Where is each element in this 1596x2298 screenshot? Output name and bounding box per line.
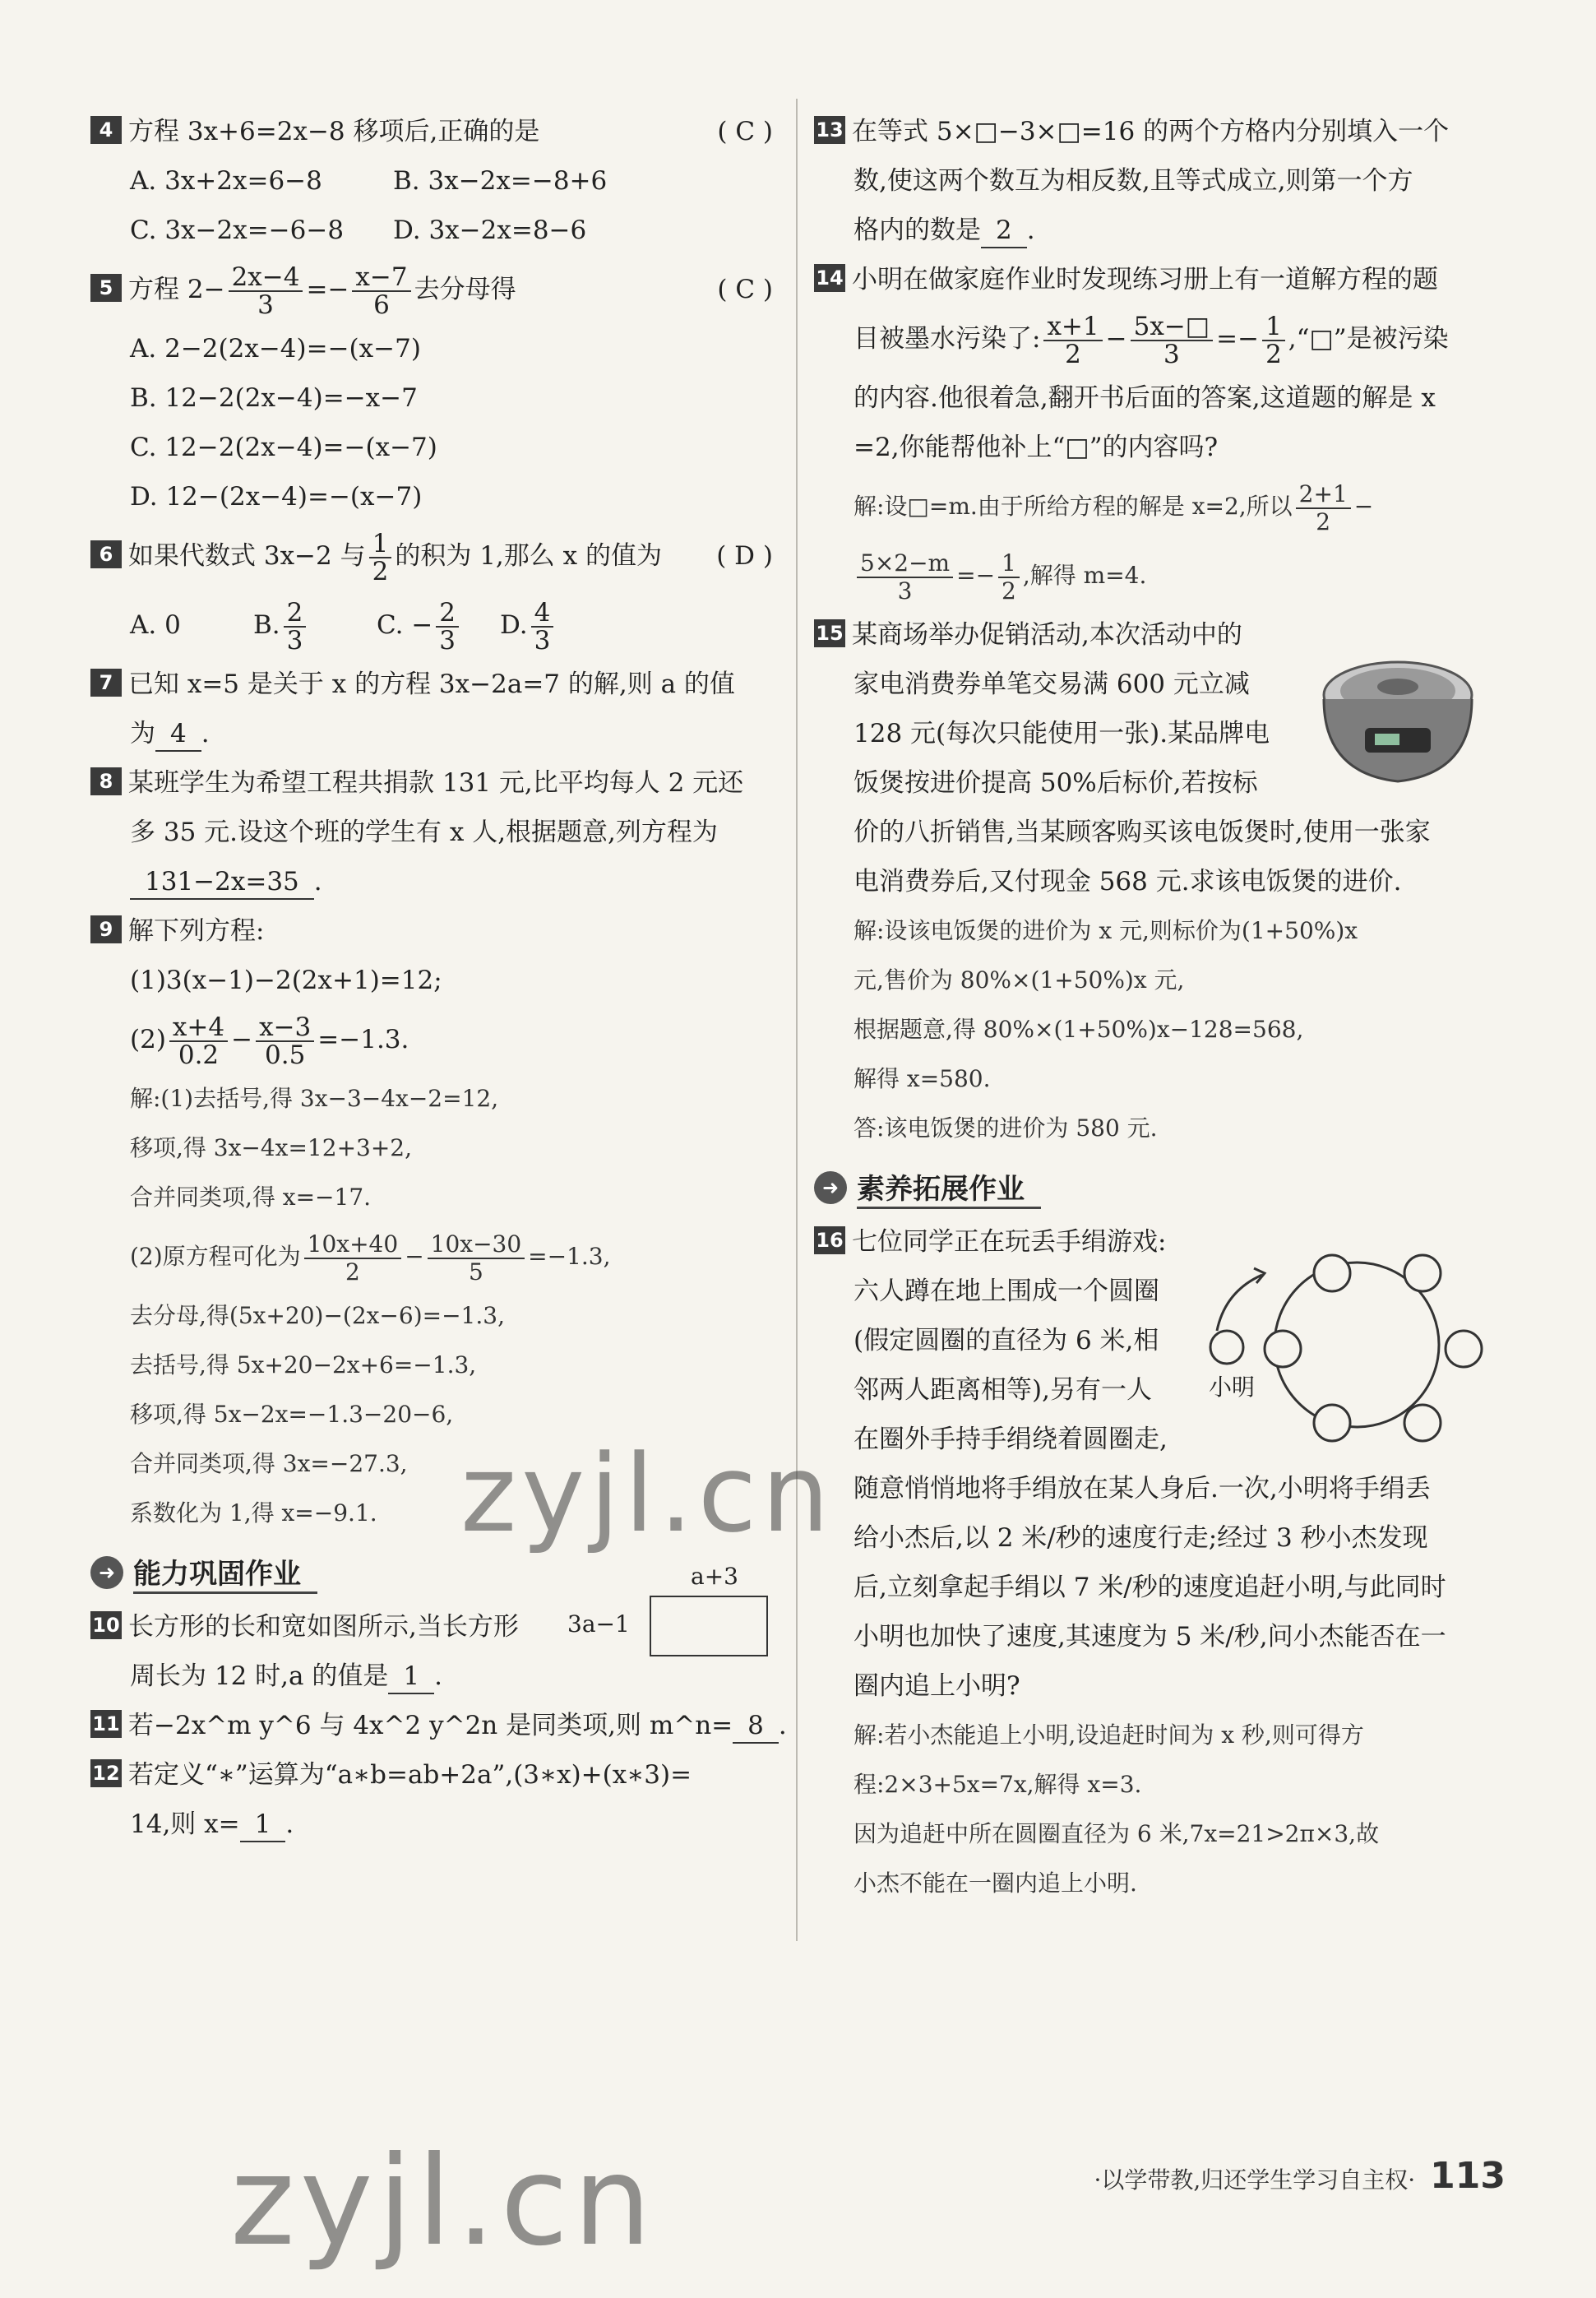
stem-text: 周长为 12 时,a 的值是 (130, 1661, 389, 1691)
option-a: A. 0 (130, 610, 181, 640)
option-d: D. 12−(2x−4)=−(x−7) (130, 482, 423, 512)
question-number: 13 (814, 116, 845, 144)
side-label: 3a−1 (567, 1610, 630, 1638)
question-number: 6 (90, 540, 122, 568)
stem-text: . (434, 1661, 442, 1691)
question-16-line: 邻两人距离相等),另有一人 (854, 1375, 1152, 1405)
question-number: 8 (90, 767, 122, 795)
answer-blank: 1 (388, 1660, 434, 1694)
solution-line (814, 472, 1513, 541)
section-header-extension (814, 1166, 1513, 1209)
question-12-line2 (90, 1800, 781, 1849)
question-7 (90, 660, 781, 709)
fraction (369, 530, 392, 585)
fraction (304, 1231, 402, 1286)
option-c: C. 12−2(2x−4)=−(x−7) (130, 433, 437, 462)
question-8-line3 (90, 857, 781, 906)
question-number: 5 (90, 274, 122, 302)
option-a: A. 3x+2x=6−8 (130, 166, 322, 196)
option-d: D. 3x−2x=8−6 (393, 215, 587, 245)
solution-line: 解:若小杰能追上小明,设追赶时间为 x 秒,则可得方 (854, 1721, 1364, 1749)
page-number: 113 (1430, 2155, 1506, 2197)
fraction (256, 1014, 314, 1068)
answer-choice: ( D ) (716, 541, 773, 571)
stem-text: =− (1216, 324, 1260, 354)
arrow-icon: ➜ (814, 1171, 847, 1204)
arrow-icon: ➜ (90, 1556, 123, 1589)
numerator: x−7 (352, 264, 410, 292)
option-c: C. 3x−2x=−6−8 (130, 215, 345, 245)
stem-text: =−1.3. (317, 1025, 409, 1054)
denominator: 2 (345, 1258, 360, 1286)
fraction (1296, 481, 1351, 535)
sub-question-1: (1)3(x−1)−2(2x+1)=12; (130, 966, 442, 995)
stem-text: . (313, 867, 322, 896)
solution-line: 答:该电饭煲的进价为 580 元. (854, 1114, 1158, 1142)
stem-text: 目被墨水污染了: (854, 324, 1041, 354)
question-number: 16 (814, 1226, 845, 1254)
denominator: 2 (372, 556, 389, 586)
answer-blank: 8 (733, 1709, 779, 1744)
stem-text: 七位同学正在玩丢手绢游戏: (852, 1227, 1167, 1257)
question-13 (814, 107, 1513, 156)
stem-text: 某班学生为希望工程共捐款 131 元,比平均每人 2 元还 (128, 768, 744, 798)
fraction (1262, 313, 1285, 368)
question-number: 15 (814, 619, 845, 647)
stem-text: 去分母得 (414, 275, 516, 304)
numerator: 5x−□ (1131, 313, 1213, 341)
fraction (284, 597, 307, 656)
fraction (857, 550, 953, 605)
solution-line: 根据题意,得 80%×(1+50%)x−128=568, (854, 1016, 1304, 1043)
question-number: 10 (90, 1611, 122, 1639)
section-title: 能力巩固作业 (133, 1551, 317, 1594)
solution-line: 程:2×3+5x=7x,解得 x=3. (854, 1771, 1142, 1798)
denominator: 6 (373, 290, 390, 320)
solution-line: 合并同类项,得 x=−17. (130, 1184, 372, 1211)
denominator: 3 (439, 625, 456, 656)
circle-diagram (1200, 1250, 1497, 1464)
option-label: D. (500, 610, 528, 640)
solution-line: 去分母,得(5x+20)−(2x−6)=−1.3, (130, 1302, 505, 1329)
question-number: 4 (90, 116, 122, 144)
solution-line (814, 541, 1513, 610)
solution-text: 解:设□=m.由于所给方程的解是 x=2,所以 (854, 493, 1293, 520)
denominator: 2 (1316, 507, 1331, 535)
question-8 (90, 758, 781, 808)
fraction (428, 1231, 525, 1286)
solution-text: − (1353, 493, 1374, 520)
stem-text: 某商场举办促销活动,本次活动中的 (852, 620, 1242, 650)
solution-line: 移项,得 5x−2x=−1.3−20−6, (130, 1401, 454, 1428)
rectangle-shape (650, 1596, 768, 1656)
question-6 (90, 521, 781, 591)
question-15-line: 价的八折销售,当某顾客购买该电饭煲时,使用一张家 (854, 818, 1431, 847)
answer-blank: 2 (981, 214, 1027, 248)
question-15-line: 128 元(每次只能使用一张).某品牌电 (854, 719, 1270, 748)
stem-text: . (1026, 215, 1035, 245)
denominator: 2 (1002, 577, 1016, 605)
option-label: B. (253, 610, 280, 640)
answer-blank: 4 (155, 717, 201, 752)
question-number: 12 (90, 1759, 122, 1787)
watermark: zyjl.cn (460, 1431, 835, 1556)
question-4 (90, 107, 781, 156)
numerator: 4 (531, 600, 554, 628)
option-label: C. − (377, 610, 433, 640)
numerator: 5×2−m (857, 550, 953, 578)
denominator: 3 (534, 625, 551, 656)
question-5 (90, 255, 781, 324)
numerator: 2 (436, 600, 459, 628)
rice-cooker-image (1316, 650, 1480, 798)
top-label: a+3 (691, 1563, 738, 1590)
numerator: 2x−4 (229, 264, 303, 292)
solution-line: 合并同类项,得 3x=−27.3, (130, 1450, 408, 1477)
question-stem: 方程 3x+6=2x−8 移项后,正确的是 (128, 117, 540, 146)
denominator: 3 (897, 577, 913, 605)
fraction (436, 597, 459, 656)
question-number: 14 (814, 264, 845, 292)
watermark: zyjl.cn (230, 2130, 657, 2273)
solution-line: 元,售价为 80%×(1+50%)x 元, (854, 966, 1185, 994)
solution-line: 解:设该电饭煲的进价为 x 元,则标价为(1+50%)x (854, 917, 1358, 944)
numerator: x−3 (256, 1014, 314, 1042)
answer-choice: ( C ) (717, 117, 773, 146)
stem-text: 小明在做家庭作业时发现练习册上有一道解方程的题 (852, 265, 1438, 294)
solution-text: ,解得 m=4. (1022, 562, 1147, 589)
solution-text: (2)原方程可化为 (130, 1243, 301, 1270)
denominator: 5 (469, 1258, 483, 1286)
question-14-line3: 的内容.他很着急,翻开书后面的答案,这道题的解是 x (854, 383, 1436, 413)
fraction (352, 264, 410, 318)
denominator: 0.2 (178, 1040, 220, 1070)
fraction (998, 550, 1020, 605)
question-16-line: 小明也加快了速度,其速度为 5 米/秒,问小杰能否在一 (854, 1622, 1446, 1652)
stem-text: 如果代数式 3x−2 与 (128, 541, 366, 571)
question-8-line2: 多 35 元.设这个班的学生有 x 人,根据题意,列方程为 (130, 818, 718, 847)
solution-line: 移项,得 3x−4x=12+3+2, (130, 1134, 413, 1161)
question-16-line: 在圈外手持手绢绕着圆圈走, (854, 1425, 1168, 1454)
stem-text: 格内的数是 (854, 215, 981, 245)
question-15-line: 电消费券后,又付现金 568 元.求该电饭煲的进价. (854, 867, 1402, 896)
numerator: x+4 (169, 1014, 228, 1042)
stem-text: 的积为 1,那么 x 的值为 (395, 541, 662, 571)
option-b (253, 591, 377, 660)
stem-text: 若定义“∗”运算为“a∗b=ab+2a”,(3∗x)+(x∗3)= (128, 1760, 692, 1790)
solution-text: =−1.3, (528, 1243, 611, 1270)
question-14-line4: =2,你能帮他补上“□”的内容吗? (854, 433, 1219, 462)
numerator: 10x−30 (428, 1231, 525, 1259)
solution-line: 小杰不能在一圈内追上小明. (854, 1869, 1137, 1897)
denominator: 0.5 (265, 1040, 306, 1070)
question-16-line: 后,立刻拿起手绢以 7 米/秒的速度追赶小明,与此同时 (854, 1573, 1446, 1602)
numerator: 1 (369, 530, 392, 558)
fraction (1043, 313, 1102, 368)
answer-choice: ( C ) (717, 275, 773, 304)
stem-text: . (285, 1809, 294, 1839)
stem-text: 长方形的长和宽如图所示,当长方形 (128, 1612, 519, 1642)
question-14 (814, 255, 1513, 304)
solution-line: 去括号,得 5x+20−2x+6=−1.3, (130, 1351, 477, 1378)
stem-text: . (201, 719, 210, 748)
question-number: 9 (90, 915, 122, 943)
stem-text: 在等式 5×□−3×□=16 的两个方格内分别填入一个 (852, 117, 1450, 146)
numerator: 10x+40 (304, 1231, 402, 1259)
denominator: 2 (1065, 339, 1081, 369)
question-16-line: 圈内追上小明? (854, 1671, 1020, 1701)
stem-text: . (778, 1711, 787, 1740)
option-b: B. 12−2(2x−4)=−x−7 (130, 383, 418, 413)
fraction (169, 1014, 228, 1068)
footer-motto: ·以学带教,归还学生学习自主权· (1094, 2166, 1416, 2194)
rectangle-figure (567, 1563, 765, 1661)
fraction (531, 597, 554, 656)
denominator: 2 (1265, 339, 1282, 369)
denominator: 3 (286, 625, 303, 656)
column-divider (796, 99, 798, 1941)
solution-line: 解得 x=580. (854, 1065, 991, 1092)
stem-text: 方程 2− (128, 275, 225, 304)
option-a: A. 2−2(2x−4)=−(x−7) (130, 334, 421, 364)
stem-text: 解下列方程: (128, 916, 265, 946)
options-row (90, 206, 781, 255)
numerator: 1 (1262, 313, 1285, 341)
question-12 (90, 1750, 781, 1800)
sub-question-2: (2) $\frac{x+4}{0.2}$ − $\frac{x-3}{0.5}$ =−1.3. (130, 1012, 409, 1070)
question-7-line2 (90, 709, 781, 758)
figure-label: 小明 (1209, 1374, 1256, 1401)
right-column (814, 107, 1513, 1908)
solution-line: (2)原方程可化为 $\frac{10x+40}{2}$ − $\frac{10x-30}{5}$ =−1.3, (130, 1230, 611, 1286)
question-9 (90, 906, 781, 956)
question-16-line: (假定圆圈的直径为 6 米,相 (854, 1326, 1159, 1355)
numerator: 2 (284, 600, 307, 628)
stem-text: =− (306, 275, 349, 304)
solution-line: 系数化为 1,得 x=−9.1. (130, 1499, 377, 1527)
option-d (500, 597, 557, 656)
question-16-line: 六人蹲在地上围成一个圆圈 (854, 1276, 1159, 1306)
stem-text: 已知 x=5 是关于 x 的方程 3x−2a=7 的解,则 a 的值 (128, 669, 735, 699)
question-15-line: 家电消费券单笔交易满 600 元立减 (854, 669, 1250, 699)
denominator: 3 (1163, 339, 1180, 369)
solution-text: =− (956, 562, 996, 589)
question-14-line2: 目被墨水污染了: $\frac{x+1}{2}$ − $\frac{5x-□}{3}$ =− $\frac{1}{2}$ ,“□”是被污染 (854, 311, 1449, 369)
answer-blank: 1 (240, 1808, 286, 1842)
question-15-line: 饭煲按进价提高 50%后标价,若按标 (854, 768, 1258, 798)
stem-text: ,“□”是被污染 (1288, 324, 1449, 354)
question-13-line3 (814, 206, 1513, 255)
stem-text: 为 (130, 719, 155, 748)
stem-text: 14,则 x= (130, 1809, 240, 1839)
question-11 (90, 1701, 787, 1750)
stem-text: (2) (130, 1025, 166, 1054)
denominator: 3 (257, 290, 274, 320)
options-row (90, 156, 781, 206)
numerator: x+1 (1043, 313, 1102, 341)
solution-line: 因为追赶中所在圆圈直径为 6 米,7x=21>2π×3,故 (854, 1820, 1380, 1847)
question-number: 7 (90, 669, 122, 697)
page-footer (1094, 2155, 1506, 2197)
section-title: 素养拓展作业 (857, 1166, 1041, 1209)
numerator: 2+1 (1296, 481, 1351, 509)
option-c (377, 591, 500, 660)
answer-blank: 131−2x=35 (130, 865, 314, 900)
numerator: 1 (998, 550, 1020, 578)
fraction (229, 264, 303, 318)
question-number: 11 (90, 1710, 122, 1738)
question-13-line2: 数,使这两个数互为相反数,且等式成立,则第一个方 (854, 166, 1413, 196)
options-row (90, 591, 781, 660)
question-16-line: 随意悄悄地将手绢放在某人身后.一次,小明将手绢丢 (854, 1474, 1431, 1503)
question-16-line: 给小杰后,以 2 米/秒的速度行走;经过 3 秒小杰发现 (854, 1523, 1428, 1553)
fraction (1131, 313, 1213, 368)
stem-text: 若−2x^m y^6 与 4x^2 y^2n 是同类项,则 m^n= (128, 1711, 733, 1740)
option-b: B. 3x−2x=−8+6 (393, 166, 608, 196)
solution-line: 解:(1)去括号,得 3x−3−4x−2=12, (130, 1085, 499, 1112)
